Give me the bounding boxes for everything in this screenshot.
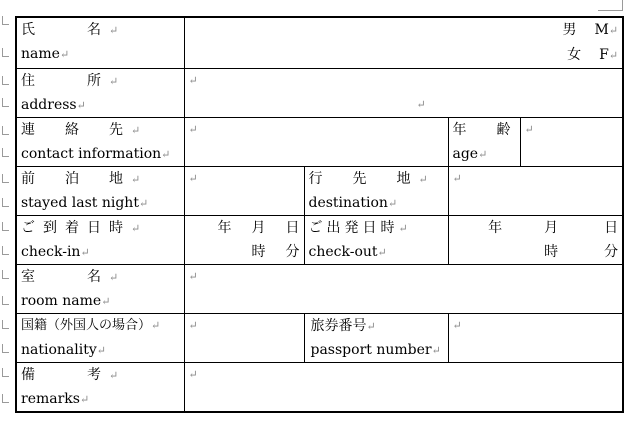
name-label-jp: 氏 名↵ [21, 22, 127, 38]
form-row-address [16, 69, 623, 118]
form-row-contact [16, 118, 623, 167]
checkout-month-unit: 月 [544, 220, 559, 236]
contact-label-jp: 連 絡 先↵ [21, 122, 149, 138]
room-label-cell [16, 265, 184, 314]
passport-label-jp: 旅券番号↵ [310, 318, 376, 334]
checkin-datetime-field[interactable] [184, 216, 304, 265]
passport-label-en: passport number↵ [310, 342, 441, 358]
checkout-minute-unit: 分 [604, 244, 619, 260]
form-row-remarks [16, 363, 623, 413]
destination-label-en: destination↵ [308, 195, 398, 211]
gutter-mark [2, 246, 9, 255]
remarks-label-en: remarks↵ [21, 391, 90, 407]
checkout-label-en: check-out↵ [308, 244, 387, 260]
contact-label-cell [16, 118, 184, 167]
age-label-cell [448, 118, 520, 167]
gutter-mark [2, 394, 9, 403]
address-field[interactable]: ↵ ↵ [184, 69, 623, 118]
gutter-mark [2, 320, 9, 329]
passport-label-cell [304, 314, 448, 363]
contact-label-en: contact information↵ [21, 146, 171, 162]
nationality-label-cell [16, 314, 184, 363]
checkout-datetime-field[interactable] [448, 216, 623, 265]
gender-male-en: M [594, 22, 609, 38]
checkout-label-cell [304, 216, 448, 265]
age-label-en: age↵ [452, 146, 488, 162]
last-night-label-en: stayed last night↵ [21, 195, 149, 211]
nationality-label-en: nationality↵ [21, 342, 106, 358]
gender-male-option[interactable]: 男 M↵ [189, 18, 619, 43]
name-field[interactable] [184, 17, 623, 69]
age-label-jp: 年 齢 [452, 122, 519, 138]
gutter-mark [2, 270, 9, 279]
remarks-label-cell [16, 363, 184, 413]
passport-field[interactable]: ↵ [448, 314, 623, 363]
contact-field[interactable]: ↵ [184, 118, 448, 167]
remarks-field[interactable]: ↵ [184, 363, 623, 413]
form-row-nationality [16, 314, 623, 363]
gutter-mark [2, 222, 9, 231]
name-label-cell [16, 17, 184, 69]
checkin-label-en: check-in↵ [21, 244, 90, 260]
gender-options [189, 18, 619, 68]
checkin-day-unit: 日 [285, 220, 300, 236]
address-label-cell [16, 69, 184, 118]
gutter-mark [2, 126, 9, 135]
gutter-mark [2, 198, 9, 207]
age-field[interactable]: ↵ [520, 118, 623, 167]
checkout-day-unit: 日 [604, 220, 619, 236]
gutter-mark [2, 16, 9, 25]
room-label-en: room name↵ [21, 293, 111, 309]
gender-female-en: F [599, 47, 609, 63]
checkin-hour-unit: 時 [251, 244, 266, 260]
form-row-last-night [16, 167, 623, 216]
checkin-label-jp: ご到着日時↵ [21, 220, 149, 236]
gutter-mark [2, 148, 9, 157]
gutter-mark [2, 174, 9, 183]
last-night-label-cell [16, 167, 184, 216]
destination-label-jp: 行 先 地↵ [308, 171, 436, 187]
checkin-year-unit: 年 [217, 220, 232, 236]
gutter-mark [2, 48, 9, 57]
name-label-en: name↵ [21, 46, 70, 62]
gutter-mark [2, 368, 9, 377]
gender-female-jp: 女 [567, 47, 582, 63]
address-label-jp: 住 所↵ [21, 73, 127, 89]
room-label-jp: 室 名↵ [21, 269, 127, 285]
remarks-label-jp: 備 考↵ [21, 367, 127, 383]
checkin-month-unit: 月 [251, 220, 266, 236]
nationality-label-jp: 国籍（外国人の場合）↵ [21, 318, 161, 333]
room-field[interactable]: ↵ [184, 265, 623, 314]
gutter-mark [2, 98, 9, 107]
guest-registration-form [15, 16, 624, 413]
checkin-minute-unit: 分 [285, 244, 300, 260]
checkout-hour-unit: 時 [544, 244, 559, 260]
address-label-en: address↵ [21, 97, 86, 113]
checkout-year-unit: 年 [488, 220, 503, 236]
destination-field[interactable]: ↵ [448, 167, 623, 216]
checkout-label-jp: ご出発日時↵ [308, 220, 412, 236]
gender-male-jp: 男 [562, 22, 577, 38]
form-row-name [16, 17, 623, 69]
gutter-mark [2, 344, 9, 353]
form-row-room [16, 265, 623, 314]
gutter-mark [2, 296, 9, 305]
form-row-checkin [16, 216, 623, 265]
page-corner-mark [598, 0, 623, 11]
gender-female-option[interactable]: 女 F↵ [189, 43, 619, 68]
nationality-field[interactable]: ↵ [184, 314, 304, 363]
last-night-field[interactable]: ↵ [184, 167, 304, 216]
gutter-mark [2, 76, 9, 85]
checkin-label-cell [16, 216, 184, 265]
destination-label-cell [304, 167, 448, 216]
last-night-label-jp: 前 泊 地↵ [21, 171, 149, 187]
